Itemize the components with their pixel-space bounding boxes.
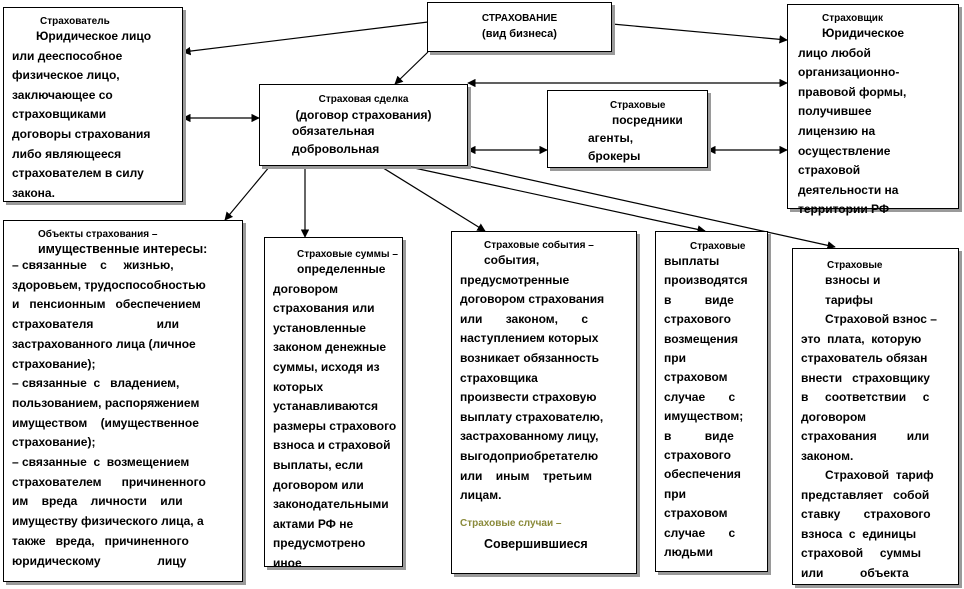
text-line: события,	[484, 253, 540, 267]
text-line: выплату страхователю,	[460, 409, 604, 424]
insurance-sums-box	[264, 237, 403, 570]
text-line: страхователь обязан	[801, 351, 928, 365]
text-line: посредники	[612, 113, 683, 127]
text-line: в виде	[664, 292, 734, 307]
events-title: Страховые события –	[484, 240, 594, 251]
arrow-center-to-insurer	[612, 24, 787, 40]
text-line: возникает обязанность	[460, 350, 600, 365]
text-line: страхового	[664, 448, 731, 463]
text-line: тарифы	[825, 292, 874, 307]
arrow-deal-to-events	[380, 166, 485, 231]
center-title: СТРАХОВАНИЕ	[481, 13, 558, 24]
text-line: иное	[273, 555, 302, 570]
text-line: правовой формы,	[798, 84, 907, 99]
text-line: юридическому лицу	[12, 553, 187, 568]
text-line: – связанные с владением,	[12, 376, 180, 391]
insurance-cases-first: Совершившиеся	[484, 536, 588, 551]
text-line: возмещения	[664, 331, 739, 346]
text-line: заключающее со	[12, 87, 113, 102]
insurance-premiums-box	[792, 248, 959, 585]
sums-title: Страховые суммы –	[297, 249, 398, 260]
text-line: имуществом;	[664, 409, 744, 424]
insurance-payments-box	[655, 231, 768, 572]
text-line: страхователя или	[12, 317, 180, 332]
text-line: законом денежные	[273, 340, 387, 355]
text-line: внести страховщику	[801, 370, 930, 385]
text-line: или объекта	[801, 565, 909, 580]
text-line: либо являющееся	[12, 146, 122, 161]
text-line: – связанные с жизнью,	[12, 258, 174, 272]
text-line: лицам.	[460, 488, 502, 503]
text-line: при	[664, 486, 686, 501]
text-line: страхователем причиненного	[12, 474, 206, 489]
objects-title: Объекты страхования –	[38, 229, 158, 240]
text-line: в соответствии с	[801, 390, 930, 404]
text-line: страхование);	[12, 356, 96, 371]
text-line: Юридическое	[822, 26, 905, 40]
text-line: актами РФ не	[273, 516, 354, 531]
text-line: застрахованного лица (личное	[12, 336, 196, 351]
text-line: суммы, исходя из	[273, 359, 380, 374]
insurance-deal-box	[259, 84, 468, 166]
insurer-title: Страховщик	[822, 13, 883, 24]
text-line: обеспечения	[664, 467, 741, 482]
text-line: ставку страхового	[801, 507, 931, 521]
text-line: – связанные с возмещением	[12, 455, 190, 470]
text-line: страхования или	[273, 301, 375, 316]
text-line: произвести страховую	[460, 390, 597, 405]
insurant-box	[3, 7, 183, 202]
text-line: договоры страхования	[12, 126, 151, 141]
text-line: страховой	[798, 163, 861, 178]
text-line: размеры страхового	[273, 418, 397, 433]
text-line: страхователем в силу	[12, 166, 144, 181]
text-line: при	[664, 351, 686, 366]
insurance-objects-box	[3, 220, 243, 582]
text-line: случае с	[664, 389, 736, 404]
text-line: или иным третьим	[460, 468, 593, 483]
premiums-title: Страховые	[827, 260, 883, 271]
intermediaries-box	[547, 90, 708, 168]
text-line: Страховой тариф	[825, 468, 934, 482]
insurance-events-box	[451, 231, 637, 574]
insurer-box	[787, 4, 959, 217]
text-line: законом.	[801, 448, 854, 463]
text-line: имуществом (имущественное	[12, 415, 199, 430]
text-line: определенные	[297, 262, 386, 276]
text-line: также вреда, причиненного	[12, 533, 189, 548]
text-line: страховом	[664, 506, 728, 521]
text-line: случае с	[664, 525, 736, 540]
text-line: выплаты	[664, 254, 720, 268]
text-line: представляет собой	[801, 487, 930, 502]
text-line: производятся	[664, 273, 748, 288]
text-line: закона.	[12, 185, 55, 200]
text-line: осуществление	[798, 143, 891, 158]
text-line: лицензию на	[798, 123, 876, 138]
text-line: физическое лицо,	[12, 68, 120, 83]
arrow-deal-to-payments	[405, 166, 705, 231]
arrow-deal-to-objects	[225, 166, 270, 220]
text-line: предусмотренные	[460, 272, 570, 287]
text-line: законодательными	[273, 497, 389, 512]
premiums-description	[801, 271, 952, 583]
text-line: людьми	[664, 545, 713, 560]
text-line: Юридическое лицо	[36, 29, 152, 43]
text-line: это плата, которую	[801, 331, 922, 346]
payments-title: Страховые	[690, 241, 746, 252]
arrow-center-to-deal	[395, 52, 428, 84]
text-line: установленные	[273, 320, 366, 335]
text-line: договором	[273, 281, 339, 296]
arrow-center-to-insurant	[183, 22, 428, 52]
insurant-description	[12, 27, 182, 203]
deal-title: Страховая сделка	[318, 94, 409, 105]
text-line: или дееспособное	[12, 48, 123, 63]
text-line: страхование);	[12, 435, 96, 450]
text-line: взноса с единицы	[801, 526, 917, 541]
text-line: взноса и страховой	[273, 438, 391, 453]
text-line: пользованием, распоряжением	[12, 395, 200, 410]
text-line: организационно-	[798, 65, 900, 80]
text-line: получившее	[798, 104, 872, 119]
text-line: страхования или	[801, 429, 930, 443]
intermediaries-description	[588, 111, 707, 165]
text-line: договором	[801, 409, 867, 424]
text-line: им вреда личности или	[12, 494, 183, 509]
text-line: устанавливаются	[273, 399, 378, 414]
sums-description	[273, 260, 402, 574]
insurer-description	[798, 24, 958, 220]
text-line: которых	[273, 379, 324, 394]
text-line: страховом	[664, 370, 728, 385]
text-line: добровольная	[292, 142, 380, 156]
objects-description	[12, 256, 236, 571]
text-line: страховой суммы	[801, 546, 922, 560]
text-line: территории РФ	[798, 202, 890, 217]
text-line: здоровьем, трудоспособностью	[12, 277, 206, 292]
text-line: наступлением которых	[460, 331, 599, 346]
text-line: предусмотрено	[273, 536, 366, 551]
intermediaries-title: Страховые	[610, 100, 666, 111]
text-line: страховщиками	[12, 107, 107, 122]
text-line: взносы и	[825, 273, 881, 287]
deal-subtitle: (договор страхования)	[295, 108, 432, 122]
text-line: брокеры	[588, 149, 641, 163]
text-line: страхового	[664, 312, 731, 327]
insurant-title: Страхователь	[40, 16, 110, 27]
text-line: и пенсионным обеспечением	[12, 297, 201, 312]
text-line: обязательная	[292, 124, 375, 138]
objects-first-line: имущественные интересы:	[38, 242, 208, 256]
insurance-cases-title: Страховые случаи –	[460, 517, 562, 529]
text-line: деятельности на	[798, 182, 899, 197]
text-line: выгодоприобретателю	[460, 448, 599, 463]
deal-types	[292, 122, 467, 158]
text-line: застрахованному лицу,	[460, 429, 599, 444]
text-line: страховщика	[460, 370, 538, 385]
text-line: в виде	[664, 428, 734, 443]
text-line: или законом, с	[460, 311, 589, 326]
text-line: агенты,	[588, 131, 634, 145]
insurance-business-box	[427, 2, 612, 52]
text-line: выплаты, если	[273, 457, 364, 472]
text-line: лицо любой	[798, 45, 871, 60]
text-line: договором страхования	[460, 292, 605, 307]
text-line: договором или	[273, 477, 364, 492]
text-line: Страховой взнос –	[825, 312, 937, 326]
center-subtitle: (вид бизнеса)	[482, 28, 557, 40]
text-line: имуществу физического лица, а	[12, 514, 204, 529]
events-description	[460, 251, 628, 506]
payments-description	[664, 252, 761, 563]
